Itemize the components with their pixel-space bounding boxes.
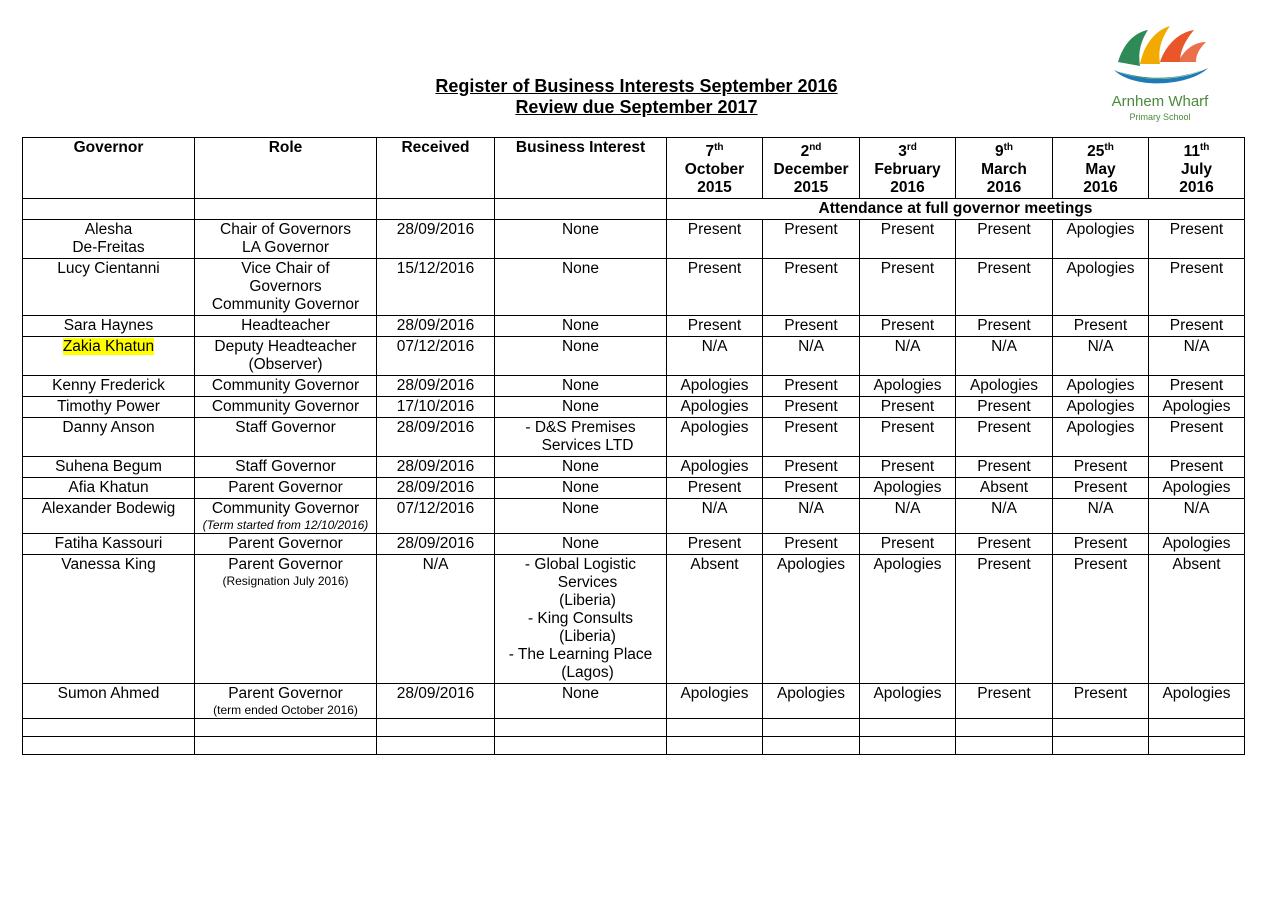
received-date-cell: N/A [377, 555, 495, 684]
attendance-cell: N/A [1149, 499, 1245, 534]
table-row [23, 259, 1245, 316]
header-received: Received [377, 138, 495, 199]
attendance-cell: Apologies [1149, 478, 1245, 499]
logo-tagline: Primary School [1129, 112, 1191, 122]
attendance-cell: Present [860, 220, 956, 259]
governor-cell [23, 478, 195, 499]
attendance-cell: Present [1149, 376, 1245, 397]
document-subtitle: Review due September 2017 [515, 97, 758, 117]
business-interest-line: - The Learning Place [508, 646, 653, 664]
received-date-cell: 07/12/2016 [377, 499, 495, 534]
attendance-cell: Present [667, 259, 763, 316]
attendance-cell: Present [1053, 684, 1149, 719]
role-line: Headteacher [241, 317, 330, 335]
received-date-cell: 28/09/2016 [377, 478, 495, 499]
blank-cell [23, 719, 195, 737]
governor-cell [23, 259, 195, 316]
role-line: Staff Governor [235, 458, 336, 476]
role-line: Community Governor [211, 377, 360, 395]
business-interest-cell [495, 376, 667, 397]
blank-cell [667, 737, 763, 755]
received-date-cell: 28/09/2016 [377, 457, 495, 478]
role-cell [195, 478, 377, 499]
business-interest-line: None [561, 260, 600, 278]
table-row [23, 220, 1245, 259]
header-role: Role [195, 138, 377, 199]
header-business-interest: Business Interest [495, 138, 667, 199]
governor-cell [23, 534, 195, 555]
role-line: Vice Chair of [241, 260, 330, 278]
governor-name-line: Sara Haynes [63, 317, 154, 335]
governor-name-line: Alesha [84, 221, 133, 239]
attendance-cell: Present [667, 534, 763, 555]
role-cell [195, 337, 377, 376]
blank-cell [1053, 719, 1149, 737]
attendance-cell: Present [956, 457, 1053, 478]
governor-name-line: Fatiha Kassouri [54, 535, 163, 553]
received-date-cell: 07/12/2016 [377, 337, 495, 376]
governor-cell [23, 418, 195, 457]
attendance-cell: Apologies [667, 457, 763, 478]
attendance-cell: Present [763, 220, 860, 259]
attendance-cell: Present [956, 684, 1053, 719]
business-interest-cell [495, 316, 667, 337]
business-interest-cell [495, 259, 667, 316]
role-line: Community Governor [211, 296, 360, 314]
received-date-cell: 17/10/2016 [377, 397, 495, 418]
governor-name-line: Vanessa King [61, 556, 156, 574]
governor-name-line: Zakia Khatun [62, 338, 155, 356]
business-interest-line: - Global Logistic [524, 556, 637, 574]
blank-cell [667, 719, 763, 737]
header-row [23, 138, 1245, 199]
role-line: Deputy Headteacher [214, 338, 357, 356]
table-row [23, 478, 1245, 499]
attendance-cell: Present [1053, 457, 1149, 478]
business-interest-cell [495, 534, 667, 555]
business-interest-cell [495, 220, 667, 259]
business-interest-line: None [561, 479, 600, 497]
role-note: (Resignation July 2016) [222, 574, 349, 589]
attendance-cell: Present [763, 457, 860, 478]
attendance-cell: Present [860, 534, 956, 555]
business-interest-line: (Lagos) [561, 664, 614, 682]
governor-cell [23, 316, 195, 337]
role-cell [195, 259, 377, 316]
attendance-cell: Present [956, 259, 1053, 316]
attendance-cell: Present [667, 478, 763, 499]
header-date: 11th July 2016 [1149, 138, 1245, 199]
role-line: Governors [249, 278, 322, 296]
attendance-cell: Present [763, 418, 860, 457]
blank-cell [956, 737, 1053, 755]
governor-cell [23, 376, 195, 397]
business-interest-line: None [561, 500, 600, 518]
role-line: Community Governor [211, 398, 360, 416]
attendance-cell: N/A [667, 337, 763, 376]
role-note: (term ended October 2016) [213, 703, 358, 718]
blank-cell [495, 719, 667, 737]
table-row [23, 376, 1245, 397]
attendance-cell: Present [1149, 259, 1245, 316]
business-interest-cell [495, 684, 667, 719]
blank-cell [377, 719, 495, 737]
governor-name-line: Danny Anson [62, 419, 155, 437]
attendance-cell: Present [860, 316, 956, 337]
table-row [23, 534, 1245, 555]
header-date: 25th May 2016 [1053, 138, 1149, 199]
attendance-cell: Present [763, 397, 860, 418]
blank-cell [1053, 737, 1149, 755]
governor-name-line: Lucy Cientanni [57, 260, 160, 278]
attendance-cell: Present [860, 457, 956, 478]
attendance-header-row [23, 199, 1245, 220]
attendance-cell: Absent [1149, 555, 1245, 684]
attendance-cell: Apologies [1053, 220, 1149, 259]
attendance-cell: N/A [956, 337, 1053, 376]
attendance-cell: N/A [956, 499, 1053, 534]
governor-name-line: Kenny Frederick [52, 377, 165, 395]
role-line: LA Governor [241, 239, 330, 257]
role-cell [195, 220, 377, 259]
governor-name-line: Suhena Begum [55, 458, 162, 476]
governor-name-line: Timothy Power [57, 398, 160, 416]
role-line: Parent Governor [228, 556, 343, 574]
role-line: Community Governor [211, 500, 360, 518]
table-row [23, 418, 1245, 457]
received-date-cell: 28/09/2016 [377, 316, 495, 337]
business-interest-line: - D&S Premises [525, 419, 636, 437]
blank-row [23, 719, 1245, 737]
attendance-cell: Present [1149, 220, 1245, 259]
table-row [23, 457, 1245, 478]
attendance-cell: Apologies [667, 684, 763, 719]
business-interest-line: None [561, 535, 600, 553]
attendance-cell: Apologies [667, 397, 763, 418]
blank-cell [763, 737, 860, 755]
attendance-cell: Present [667, 316, 763, 337]
attendance-cell: Apologies [1053, 259, 1149, 316]
attendance-cell: Present [956, 555, 1053, 684]
blank-cell [495, 737, 667, 755]
business-interest-line: (Liberia) [559, 592, 616, 610]
blank-cell [860, 737, 956, 755]
business-interest-line: None [561, 338, 600, 356]
header-date: 7th October 2015 [667, 138, 763, 199]
attendance-cell: Present [763, 376, 860, 397]
role-line: Parent Governor [228, 535, 343, 553]
blank-cell [195, 737, 377, 755]
role-cell [195, 684, 377, 719]
attendance-cell: N/A [860, 337, 956, 376]
attendance-cell: Present [956, 220, 1053, 259]
table-row [23, 555, 1245, 684]
role-cell [195, 418, 377, 457]
governor-cell [23, 337, 195, 376]
business-interest-line: - King Consults [527, 610, 634, 628]
attendance-cell: Apologies [763, 684, 860, 719]
attendance-cell: Apologies [1149, 534, 1245, 555]
blank-cell [23, 737, 195, 755]
attendance-cell: Apologies [1053, 397, 1149, 418]
attendance-cell: Apologies [667, 418, 763, 457]
blank-cell [1149, 719, 1245, 737]
business-interest-line: Services [557, 574, 618, 592]
business-interest-line: (Liberia) [559, 628, 616, 646]
attendance-cell: N/A [1149, 337, 1245, 376]
role-line: Chair of Governors [220, 221, 351, 239]
role-cell [195, 555, 377, 684]
received-date-cell: 28/09/2016 [377, 684, 495, 719]
business-interest-cell [495, 418, 667, 457]
attendance-cell: Present [1053, 555, 1149, 684]
blank-cell [195, 719, 377, 737]
attendance-cell: Apologies [860, 478, 956, 499]
table-row [23, 337, 1245, 376]
governor-name-line: Afia Khatun [68, 479, 149, 497]
header-date: 9th March 2016 [956, 138, 1053, 199]
attendance-cell: Present [956, 418, 1053, 457]
attendance-cell: Present [763, 534, 860, 555]
role-cell [195, 376, 377, 397]
business-interest-cell [495, 555, 667, 684]
business-interest-line: None [561, 317, 600, 335]
blank-cell [763, 719, 860, 737]
attendance-cell: Apologies [1053, 418, 1149, 457]
attendance-cell: Apologies [860, 684, 956, 719]
business-interest-line: Services LTD [541, 437, 634, 455]
received-date-cell: 28/09/2016 [377, 418, 495, 457]
header-governor: Governor [23, 138, 195, 199]
attendance-cell: Present [1149, 316, 1245, 337]
role-line: (Observer) [248, 356, 323, 374]
business-interest-cell [495, 478, 667, 499]
received-date-cell: 28/09/2016 [377, 220, 495, 259]
role-cell [195, 397, 377, 418]
attendance-cell: Present [667, 220, 763, 259]
business-interest-cell [495, 397, 667, 418]
document-title: Register of Business Interests September 2016 [435, 76, 838, 96]
attendance-cell: Present [956, 534, 1053, 555]
attendance-cell: N/A [763, 337, 860, 376]
attendance-cell: Present [1053, 316, 1149, 337]
attendance-cell: Apologies [1149, 397, 1245, 418]
logo-school-name: Arnhem Wharf [1111, 93, 1209, 110]
blank-cell [956, 719, 1053, 737]
received-date-cell: 28/09/2016 [377, 376, 495, 397]
attendance-cell: Apologies [860, 376, 956, 397]
attendance-cell: Apologies [1149, 684, 1245, 719]
attendance-cell: Present [1053, 534, 1149, 555]
header-date: 2nd December 2015 [763, 138, 860, 199]
attendance-cell: N/A [763, 499, 860, 534]
attendance-cell: Present [956, 316, 1053, 337]
attendance-cell: N/A [860, 499, 956, 534]
role-note: (Term started from 12/10/2016) [202, 518, 369, 533]
business-interest-cell [495, 499, 667, 534]
attendance-cell: Present [1053, 478, 1149, 499]
governor-cell [23, 397, 195, 418]
attendance-cell: Absent [956, 478, 1053, 499]
register-body [23, 199, 1245, 755]
blank-cell [1149, 737, 1245, 755]
table-row [23, 499, 1245, 534]
governor-cell [23, 499, 195, 534]
attendance-cell: N/A [1053, 499, 1149, 534]
attendance-cell: Apologies [667, 376, 763, 397]
document-title-block [0, 76, 1273, 118]
attendance-cell: Apologies [860, 555, 956, 684]
attendance-cell: Present [860, 259, 956, 316]
blank-cell [860, 719, 956, 737]
received-date-cell: 28/09/2016 [377, 534, 495, 555]
attendance-cell: Apologies [956, 376, 1053, 397]
role-line: Staff Governor [235, 419, 336, 437]
attendance-cell: Present [763, 316, 860, 337]
governor-cell [23, 555, 195, 684]
role-cell [195, 499, 377, 534]
governor-cell [23, 457, 195, 478]
business-interest-line: None [561, 377, 600, 395]
business-interest-line: None [561, 685, 600, 703]
sail-boat-logo-icon [1110, 20, 1210, 95]
blank-row [23, 737, 1245, 755]
governor-name-line: Sumon Ahmed [57, 685, 160, 703]
attendance-cell: Present [1149, 418, 1245, 457]
business-interest-cell [495, 457, 667, 478]
governor-name-line: Alexander Bodewig [41, 500, 176, 518]
role-line: Parent Governor [228, 685, 343, 703]
role-cell [195, 534, 377, 555]
attendance-cell: Present [860, 418, 956, 457]
role-cell [195, 316, 377, 337]
governor-cell [23, 220, 195, 259]
attendance-cell: Present [956, 397, 1053, 418]
attendance-cell: Present [1149, 457, 1245, 478]
received-date-cell: 15/12/2016 [377, 259, 495, 316]
governor-cell [23, 684, 195, 719]
attendance-cell: N/A [667, 499, 763, 534]
table-row [23, 316, 1245, 337]
attendance-header: Attendance at full governor meetings [667, 199, 1245, 220]
register-table [22, 137, 1245, 755]
header-date: 3rd February 2016 [860, 138, 956, 199]
school-logo [1098, 20, 1222, 130]
business-interest-line: None [561, 221, 600, 239]
role-line: Parent Governor [228, 479, 343, 497]
attendance-cell: Present [763, 259, 860, 316]
business-interest-line: None [561, 398, 600, 416]
business-interest-cell [495, 337, 667, 376]
attendance-cell: N/A [1053, 337, 1149, 376]
table-row [23, 684, 1245, 719]
attendance-cell: Absent [667, 555, 763, 684]
role-cell [195, 457, 377, 478]
blank-cell [377, 737, 495, 755]
governor-name-line: De-Freitas [72, 239, 145, 257]
attendance-cell: Apologies [763, 555, 860, 684]
table-row [23, 397, 1245, 418]
attendance-cell: Present [860, 397, 956, 418]
attendance-cell: Present [763, 478, 860, 499]
attendance-cell: Apologies [1053, 376, 1149, 397]
business-interest-line: None [561, 458, 600, 476]
